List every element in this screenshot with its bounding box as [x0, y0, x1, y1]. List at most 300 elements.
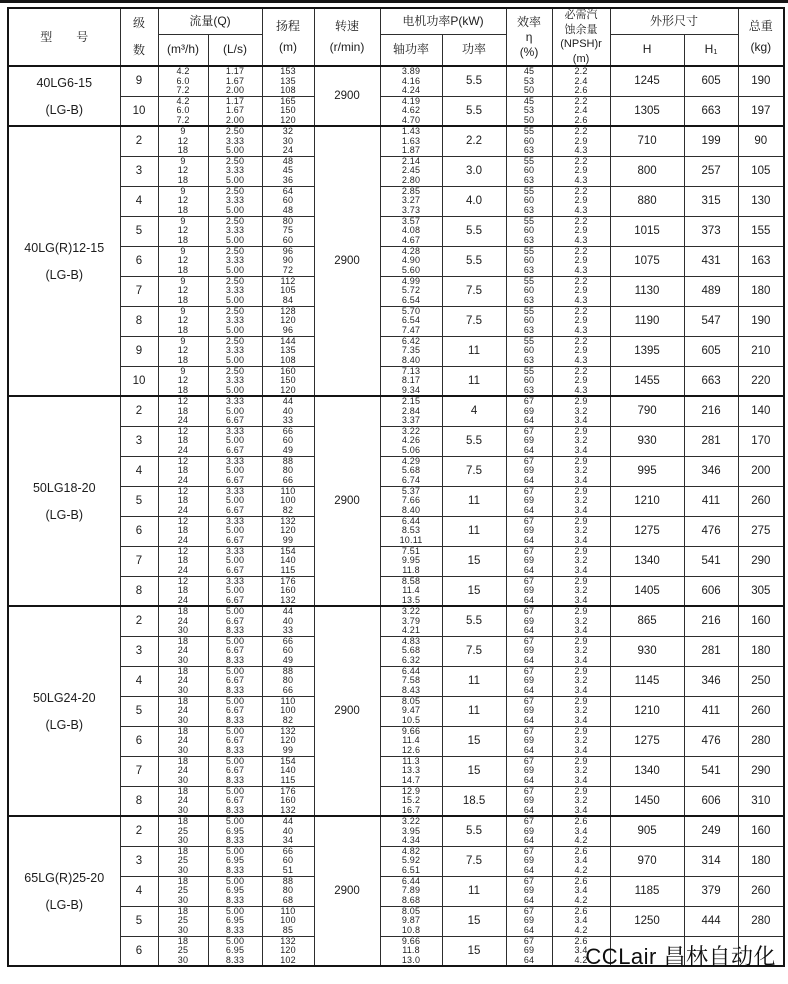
value-stack	[507, 277, 552, 306]
cell-shaft-power	[380, 216, 442, 246]
value-stack	[507, 817, 552, 846]
table-header	[8, 8, 784, 66]
cell-flow-m3h	[158, 156, 208, 186]
stack-line: 72	[282, 264, 294, 275]
model-variant: (LG-B)	[45, 717, 83, 732]
cell-dim-h: 1340	[610, 756, 684, 786]
stack-line: 5.00	[225, 324, 245, 335]
value-stack	[553, 487, 610, 516]
stack-line: 48	[282, 156, 294, 166]
value-stack	[553, 757, 610, 786]
value-stack	[209, 667, 262, 696]
stack-line: 30	[177, 774, 189, 785]
stack-line: 24	[177, 594, 189, 605]
value-stack	[263, 127, 314, 156]
stack-line: 69	[523, 765, 535, 776]
stack-line: 63	[523, 145, 535, 155]
stack-line: 60	[523, 165, 535, 176]
cell-efficiency	[506, 636, 552, 666]
cell-npsh	[552, 516, 610, 546]
stack-line: 5.00	[225, 234, 245, 245]
stack-line: 34	[282, 835, 294, 845]
value-stack	[263, 577, 314, 606]
cell-flow-ls	[208, 486, 262, 516]
stack-line: 60	[523, 285, 535, 296]
cell-motor-power: 5.5	[442, 246, 506, 276]
stack-line: 1.87	[401, 145, 421, 155]
stack-line: 69	[523, 525, 535, 536]
stack-line: 6.42	[401, 336, 421, 346]
stack-line: 120	[280, 525, 296, 536]
header-npsh-line1: 必需汽	[564, 9, 598, 21]
table-row	[8, 426, 784, 456]
cell-dim-h: 1450	[610, 786, 684, 816]
stack-line: 64	[523, 474, 535, 485]
stack-line: 18	[177, 174, 189, 185]
value-stack	[159, 187, 208, 216]
cell-efficiency	[506, 426, 552, 456]
cell-weight: 200	[738, 456, 784, 486]
stack-line: 60	[523, 135, 535, 146]
cell-head	[262, 726, 314, 756]
stack-line: 6.51	[401, 864, 421, 875]
stack-line: 2.2	[574, 336, 588, 346]
table-row	[8, 456, 784, 486]
stack-line: 2.6	[574, 85, 588, 95]
stack-line: 3.2	[574, 795, 588, 805]
stack-line: 2.9	[574, 456, 588, 466]
table-body	[8, 66, 784, 966]
cell-npsh	[552, 726, 610, 756]
stack-line: 3.4	[574, 915, 588, 926]
stack-line: 84	[282, 294, 294, 305]
value-stack	[159, 367, 208, 396]
cell-shaft-power	[380, 786, 442, 816]
cell-npsh	[552, 186, 610, 216]
stack-line: 10.11	[399, 534, 423, 545]
stack-line: 64	[523, 924, 535, 935]
value-stack	[507, 907, 552, 936]
stack-line: 4.2	[574, 894, 588, 905]
stack-line: 132	[280, 726, 296, 736]
stack-line: 9.47	[401, 705, 421, 716]
stack-line: 15.2	[401, 795, 421, 805]
stack-line: 3.33	[225, 426, 245, 436]
stack-line: 7.89	[401, 885, 421, 896]
stack-line: 40	[282, 615, 294, 626]
cell-motor-power: 5.5	[442, 66, 506, 96]
value-stack	[507, 457, 552, 486]
model-variant: (LG-B)	[45, 507, 83, 522]
cell-efficiency	[506, 666, 552, 696]
stack-line: 4.62	[401, 105, 421, 115]
stack-line: 12	[177, 426, 189, 436]
cell-dim-h1: 281	[684, 426, 738, 456]
stack-line: 24	[177, 675, 189, 686]
stack-line: 115	[280, 774, 296, 785]
stack-line: 5.00	[225, 174, 245, 185]
stack-line: 40	[282, 825, 294, 836]
cell-shaft-power	[380, 96, 442, 126]
cell-flow-ls	[208, 666, 262, 696]
stack-line: 2.9	[574, 756, 588, 766]
cell-dim-h: 1275	[610, 726, 684, 756]
stack-line: 5.00	[225, 906, 245, 916]
stack-line: 3.4	[574, 654, 588, 665]
value-stack	[263, 457, 314, 486]
cell-dim-h: 995	[610, 456, 684, 486]
stack-line: 5.37	[401, 486, 421, 496]
value-stack	[209, 547, 262, 576]
stack-line: 3.27	[401, 195, 421, 206]
stack-line: 8.33	[225, 864, 245, 875]
value-stack	[507, 487, 552, 516]
stack-line: 90	[282, 255, 294, 266]
model-variant: (LG-B)	[45, 897, 83, 912]
stack-line: 3.22	[401, 426, 421, 436]
value-stack	[507, 727, 552, 756]
stack-line: 3.22	[401, 606, 421, 616]
stack-line: 12	[177, 195, 189, 206]
stack-line: 5.00	[225, 145, 245, 155]
stack-line: 5.68	[401, 465, 421, 476]
value-stack	[263, 637, 314, 666]
stack-line: 115	[280, 564, 296, 575]
cell-shaft-power	[380, 246, 442, 276]
cell-flow-m3h	[158, 96, 208, 126]
value-stack	[381, 217, 442, 246]
stack-line: 4.99	[401, 276, 421, 286]
cell-weight: 163	[738, 246, 784, 276]
stack-line: 64	[523, 594, 535, 605]
stack-line: 2.9	[574, 225, 588, 236]
cell-efficiency	[506, 786, 552, 816]
cell-flow-m3h	[158, 786, 208, 816]
cell-npsh	[552, 456, 610, 486]
stack-line: 64	[282, 186, 294, 196]
cell-flow-m3h	[158, 126, 208, 156]
value-stack	[553, 397, 610, 426]
cell-head	[262, 936, 314, 966]
cell-weight: 170	[738, 426, 784, 456]
stack-line: 69	[523, 825, 535, 836]
value-stack	[159, 277, 208, 306]
stack-line: 60	[282, 855, 294, 866]
header-npsh-line2: 蚀余量	[564, 23, 598, 36]
stack-line: 18	[177, 606, 189, 616]
cell-flow-m3h	[158, 936, 208, 966]
cell-dim-h1: 489	[684, 276, 738, 306]
cell-weight: 290	[738, 756, 784, 786]
stack-line: 140	[280, 765, 296, 776]
stack-line: 30	[177, 744, 189, 755]
stack-line: 5.00	[225, 525, 245, 536]
stack-line: 2.9	[574, 696, 588, 706]
stack-line: 9	[180, 306, 186, 316]
cell-dim-h: 1455	[610, 366, 684, 396]
stack-line: 64	[523, 654, 535, 665]
stack-line: 5.00	[225, 384, 245, 395]
value-stack	[553, 727, 610, 756]
stack-line: 135	[280, 345, 296, 356]
cell-shaft-power	[380, 366, 442, 396]
value-stack	[381, 697, 442, 726]
value-stack	[381, 727, 442, 756]
stack-line: 49	[282, 444, 294, 455]
cell-head	[262, 606, 314, 636]
stack-line: 6.95	[225, 825, 245, 836]
cell-dim-h1: 605	[684, 336, 738, 366]
stack-line: 24	[177, 415, 189, 425]
cell-efficiency	[506, 156, 552, 186]
stack-line: 8.68	[401, 894, 421, 905]
value-stack	[381, 877, 442, 906]
stack-line: 9	[180, 186, 186, 196]
stack-line: 1.67	[225, 105, 245, 115]
stack-line: 18	[177, 384, 189, 395]
cell-motor-power: 11	[442, 696, 506, 726]
cell-dim-h1: 547	[684, 306, 738, 336]
stack-line: 11.8	[402, 945, 420, 955]
table-row	[8, 726, 784, 756]
stack-line: 3.33	[225, 165, 245, 176]
model-variant: (LG-B)	[45, 267, 83, 282]
value-stack	[159, 697, 208, 726]
cell-efficiency	[506, 186, 552, 216]
stack-line: 12	[177, 255, 189, 266]
cell-shaft-power	[380, 456, 442, 486]
stack-line: 3.4	[574, 804, 588, 815]
stack-line: 2.9	[574, 135, 588, 146]
cell-efficiency	[506, 516, 552, 546]
cell-flow-m3h	[158, 336, 208, 366]
value-stack	[381, 787, 442, 816]
cell-flow-ls	[208, 756, 262, 786]
stack-line: 3.4	[574, 534, 588, 545]
stack-line: 60	[282, 234, 294, 245]
stack-line: 140	[280, 555, 296, 566]
stack-line: 3.4	[574, 504, 588, 515]
stack-line: 75	[282, 225, 294, 236]
header-head	[262, 8, 314, 66]
stack-line: 18	[177, 936, 189, 946]
value-stack	[159, 547, 208, 576]
stack-line: 30	[177, 954, 189, 965]
stack-line: 18	[177, 816, 189, 826]
stack-line: 5.00	[225, 726, 245, 736]
stack-line: 45	[523, 66, 535, 76]
value-stack	[263, 427, 314, 456]
value-stack	[507, 607, 552, 636]
stack-line: 68	[282, 894, 294, 905]
value-stack	[381, 67, 442, 96]
stack-line: 3.2	[574, 525, 588, 536]
value-stack	[159, 157, 208, 186]
stack-line: 2.9	[574, 576, 588, 586]
cell-efficiency	[506, 66, 552, 96]
cell-head	[262, 546, 314, 576]
stack-line: 3.4	[574, 744, 588, 755]
stack-line: 8.33	[225, 625, 245, 635]
stack-line: 6.95	[225, 855, 245, 866]
value-stack	[263, 727, 314, 756]
stack-line: 14.7	[401, 774, 421, 785]
value-stack	[507, 637, 552, 666]
cell-shaft-power	[380, 606, 442, 636]
cell-motor-power: 5.5	[442, 216, 506, 246]
stack-line: 8.40	[401, 504, 421, 515]
stack-line: 5.00	[225, 816, 245, 826]
cell-dim-h1: 476	[684, 516, 738, 546]
value-stack	[507, 667, 552, 696]
cell-efficiency	[506, 366, 552, 396]
cell-flow-ls	[208, 906, 262, 936]
stack-line: 18	[177, 324, 189, 335]
value-stack	[507, 787, 552, 816]
value-stack	[159, 787, 208, 816]
stack-line: 55	[523, 126, 535, 136]
value-stack	[507, 397, 552, 426]
value-stack	[553, 367, 610, 396]
pump-spec-table-wrap	[7, 7, 785, 967]
value-stack	[263, 337, 314, 366]
stack-line: 18	[177, 204, 189, 215]
stack-line: 3.33	[225, 486, 245, 496]
cell-dim-h1: 606	[684, 576, 738, 606]
stack-line: 6.0	[176, 105, 190, 115]
table-row	[8, 336, 784, 366]
cell-flow-m3h	[158, 636, 208, 666]
cell-stage: 9	[120, 66, 158, 96]
cell-stage: 4	[120, 456, 158, 486]
stack-line: 3.57	[401, 216, 421, 226]
stack-line: 25	[177, 915, 189, 926]
cell-stage: 5	[120, 216, 158, 246]
header-eff-symbol: η	[525, 29, 533, 44]
stack-line: 154	[280, 546, 296, 556]
stack-line: 6.67	[225, 765, 245, 776]
cell-flow-ls	[208, 696, 262, 726]
stack-line: 108	[280, 354, 296, 365]
cell-shaft-power	[380, 126, 442, 156]
stack-line: 30	[177, 804, 189, 815]
stack-line: 12	[177, 135, 189, 146]
stack-line: 3.33	[225, 285, 245, 296]
stack-line: 4.2	[574, 954, 588, 965]
value-stack	[159, 907, 208, 936]
value-stack	[263, 217, 314, 246]
stack-line: 12	[177, 285, 189, 296]
value-stack	[263, 517, 314, 546]
cell-shaft-power	[380, 306, 442, 336]
value-stack	[209, 607, 262, 636]
stack-line: 18	[177, 495, 189, 506]
cell-efficiency	[506, 546, 552, 576]
stack-line: 3.33	[225, 375, 245, 385]
table-row	[8, 186, 784, 216]
stack-line: 11.4	[402, 585, 420, 595]
cell-shaft-power	[380, 936, 442, 966]
cell-motor-power: 7.5	[442, 846, 506, 876]
value-stack	[381, 187, 442, 216]
header-npsh	[552, 8, 610, 66]
table-row	[8, 126, 784, 156]
stack-line: 18	[177, 354, 189, 365]
stack-line: 2.9	[574, 285, 588, 296]
value-stack	[209, 697, 262, 726]
stack-line: 2.9	[574, 636, 588, 646]
value-stack	[159, 397, 208, 426]
stack-line: 2.50	[225, 246, 245, 256]
stack-line: 44	[282, 816, 294, 826]
stack-line: 64	[523, 684, 535, 695]
cell-flow-m3h	[158, 876, 208, 906]
stack-line: 6.67	[225, 675, 245, 686]
stack-line: 2.6	[574, 846, 588, 856]
header-row-1	[8, 8, 784, 34]
cell-weight: 280	[738, 726, 784, 756]
stack-line: 69	[523, 585, 535, 595]
stack-line: 18	[177, 696, 189, 706]
stack-line: 176	[280, 786, 296, 796]
stack-line: 12	[177, 375, 189, 385]
stack-line: 69	[523, 945, 535, 955]
value-stack	[553, 907, 610, 936]
cell-head	[262, 816, 314, 846]
value-stack	[553, 877, 610, 906]
cell-head	[262, 156, 314, 186]
stack-line: 67	[523, 726, 535, 736]
stack-line: 3.33	[225, 546, 245, 556]
stack-line: 4.19	[401, 96, 421, 106]
cell-dim-h1: 216	[684, 396, 738, 426]
stack-line: 67	[523, 666, 535, 676]
cell-dim-h1: 476	[684, 726, 738, 756]
stack-line: 67	[523, 816, 535, 826]
stack-line: 3.4	[574, 855, 588, 866]
cell-efficiency	[506, 306, 552, 336]
stack-line: 8.33	[225, 835, 245, 845]
stack-line: 110	[280, 906, 296, 916]
stack-line: 2.50	[225, 366, 245, 376]
stack-line: 67	[523, 936, 535, 946]
stack-line: 69	[523, 645, 535, 656]
cell-weight: 260	[738, 876, 784, 906]
stack-line: 8.53	[401, 525, 421, 536]
stack-line: 60	[523, 315, 535, 326]
value-stack	[507, 577, 552, 606]
value-stack	[553, 427, 610, 456]
stack-line: 4.3	[574, 145, 588, 155]
cell-npsh	[552, 426, 610, 456]
value-stack	[209, 487, 262, 516]
stack-line: 69	[523, 405, 535, 416]
cell-stage: 6	[120, 246, 158, 276]
value-stack	[553, 457, 610, 486]
cell-weight: 190	[738, 306, 784, 336]
stack-line: 3.79	[401, 615, 421, 626]
cell-shaft-power	[380, 636, 442, 666]
stack-line: 5.00	[225, 936, 245, 946]
value-stack	[209, 157, 262, 186]
value-stack	[553, 607, 610, 636]
stack-line: 3.2	[574, 435, 588, 446]
value-stack	[507, 187, 552, 216]
stack-line: 10.5	[401, 714, 421, 725]
stack-line: 4.3	[574, 294, 588, 305]
stack-line: 12	[177, 456, 189, 466]
cell-stage: 7	[120, 756, 158, 786]
